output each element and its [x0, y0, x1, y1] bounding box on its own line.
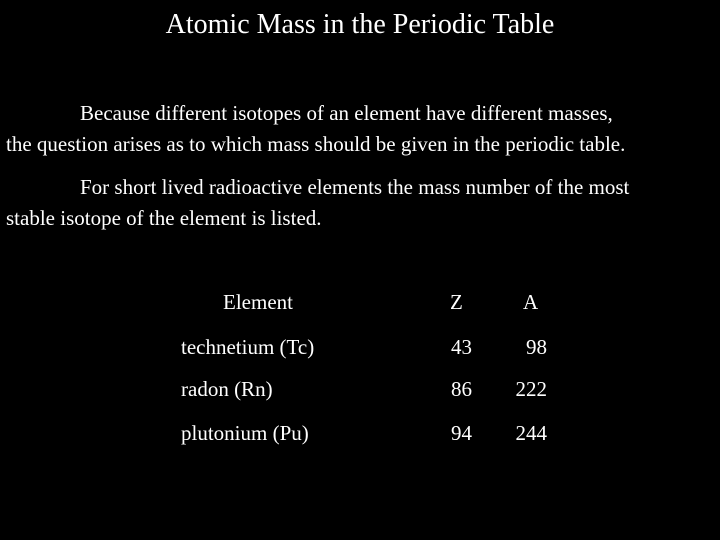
paragraph-line: the question arises as to which mass should be given in the periodic table. — [6, 132, 626, 156]
table-cell-z: 43 — [451, 335, 472, 359]
table-cell-a: 222 — [515, 377, 547, 401]
table-cell-element: radon (Rn) — [181, 377, 273, 401]
table-cell-a: 244 — [515, 421, 547, 445]
table-cell-element: technetium (Tc) — [181, 335, 315, 359]
table-cell-z: 94 — [451, 421, 472, 445]
paragraph-line: For short lived radioactive elements the mass number of the most — [80, 175, 630, 199]
table-cell-a: 98 — [526, 335, 547, 359]
table-header-a: A — [523, 290, 539, 314]
table-cell-element: plutonium (Pu) — [181, 421, 309, 445]
paragraph-line: Because different isotopes of an element have different masses, — [80, 101, 613, 125]
table-cell-z: 86 — [451, 377, 472, 401]
table-header-element: Element — [223, 290, 293, 314]
table-header-z: Z — [450, 290, 463, 314]
paragraph-line: stable isotope of the element is listed. — [6, 206, 322, 230]
slide-title: Atomic Mass in the Periodic Table — [165, 9, 555, 40]
